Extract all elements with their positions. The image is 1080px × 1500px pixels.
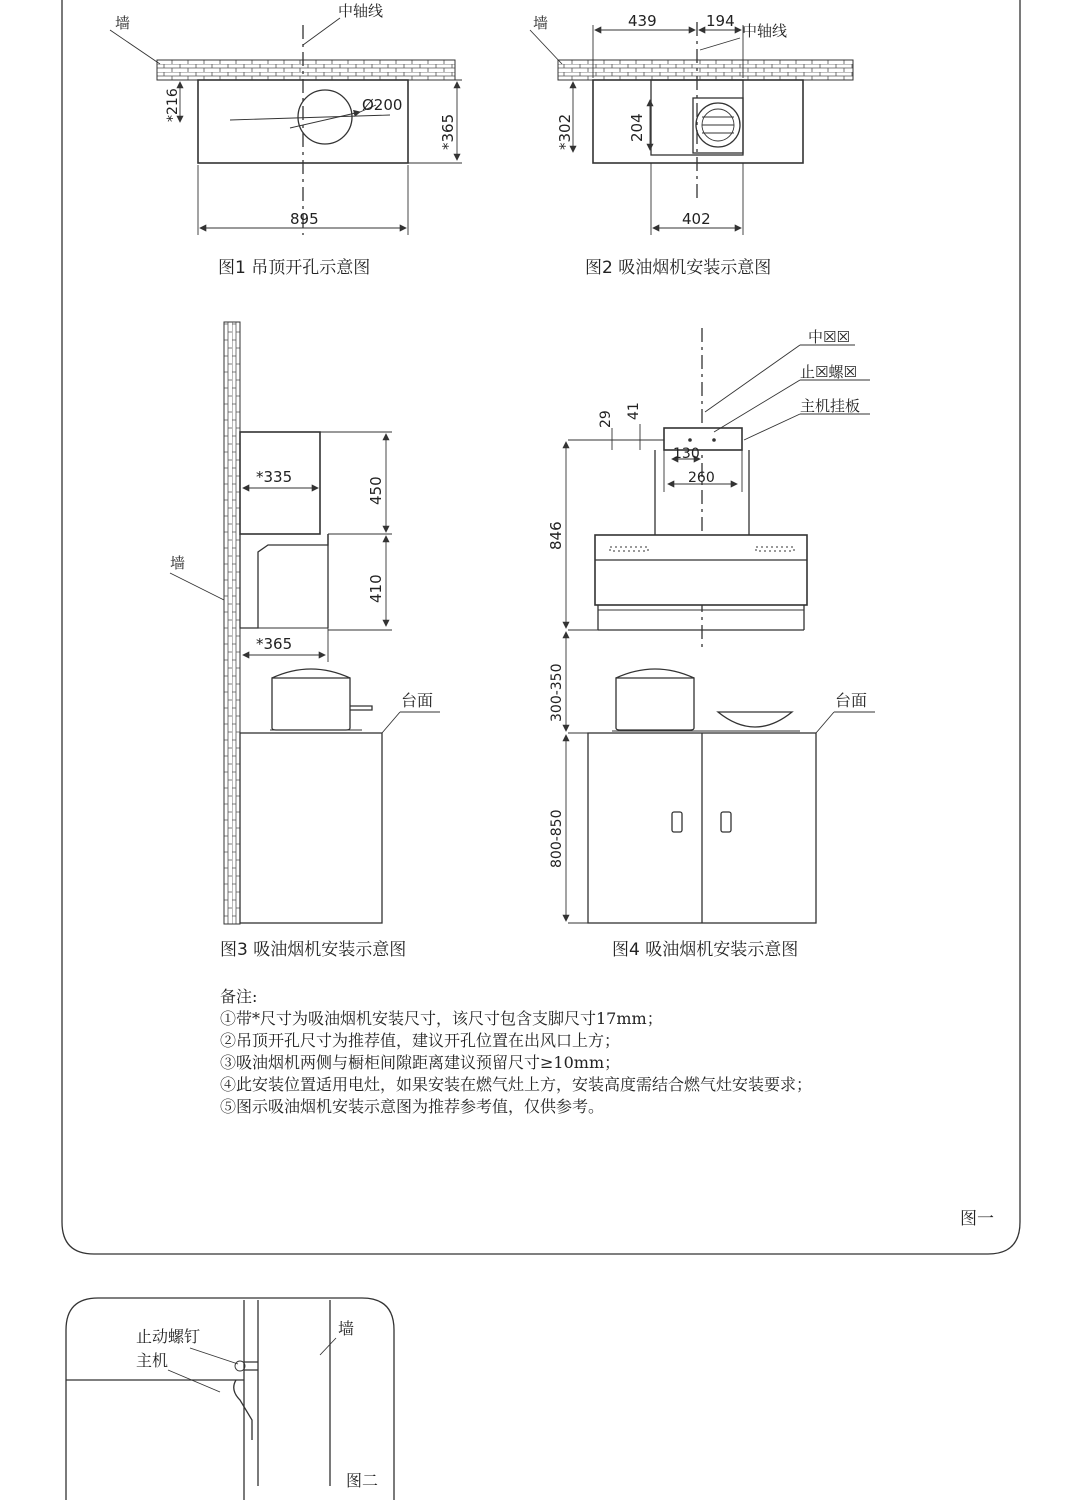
fig4-dim-counter: 800-850 bbox=[549, 809, 565, 868]
figure-two-screw-label: 止动螺钉 bbox=[136, 1327, 201, 1346]
fig2-caption: 图2 吸油烟机安装示意图 bbox=[585, 258, 772, 278]
figure-two-main-label: 主机 bbox=[136, 1351, 169, 1370]
fig4-dim-130: 130 bbox=[673, 446, 700, 462]
fig2-hood-top-view bbox=[530, 12, 853, 278]
fig3-dim-depth-bottom: *365 bbox=[256, 635, 293, 653]
fig4-dim-gap: 300-350 bbox=[549, 663, 565, 722]
figure-two-detail bbox=[66, 1298, 394, 1500]
fig1-ceiling-hole bbox=[110, 2, 462, 278]
figure-two-wall-label: 墙 bbox=[338, 1319, 355, 1338]
note-item: ③吸油烟机两侧与橱柜间隙距离建议预留尺寸≥10mm； bbox=[220, 1053, 621, 1072]
note-item: ①带*尺寸为吸油烟机安装尺寸，该尺寸包含支脚尺寸17mm； bbox=[220, 1009, 663, 1028]
fig1-dim-height: *365 bbox=[439, 113, 457, 150]
fig4-dim-41: 41 bbox=[626, 402, 642, 420]
fig4-dim-260: 260 bbox=[688, 470, 715, 486]
fig2-wall-label: 墙 bbox=[533, 14, 549, 32]
fig4-axis-label: 中☒☒ bbox=[808, 328, 850, 346]
notes-title: 备注: bbox=[220, 987, 258, 1006]
fig2-dim-right: 194 bbox=[706, 12, 735, 30]
fig3-dim-depth-top: *335 bbox=[256, 468, 293, 486]
fig4-counter-label: 台面 bbox=[835, 691, 868, 710]
fig2-dim-width: 402 bbox=[682, 210, 711, 228]
fig2-dim-left: 439 bbox=[628, 12, 657, 30]
fig4-caption: 图4 吸油烟机安装示意图 bbox=[612, 940, 799, 960]
note-item: ④此安装位置适用电灶，如果安装在燃气灶上方，安装高度需结合燃气灶安装要求； bbox=[220, 1075, 813, 1094]
fig1-dim-width: 895 bbox=[290, 210, 319, 228]
fig3-dim-upper: 450 bbox=[367, 476, 385, 505]
figure-one-label: 图一 bbox=[960, 1209, 994, 1229]
fig1-axis-label: 中轴线 bbox=[338, 2, 384, 20]
fig1-wall-label: 墙 bbox=[115, 14, 131, 32]
fig2-axis-label: 中轴线 bbox=[742, 22, 788, 40]
fig1-dim-top: *216 bbox=[165, 88, 181, 122]
fig2-dim-inner: 204 bbox=[628, 113, 646, 142]
note-item: ②吊顶开孔尺寸为推荐值，建议开孔位置在出风口上方； bbox=[220, 1031, 621, 1050]
fig3-counter-label: 台面 bbox=[401, 691, 434, 710]
fig3-side-view bbox=[170, 322, 440, 960]
note-item: ⑤图示吸油烟机安装示意图为推荐参考值，仅供参考。 bbox=[220, 1097, 605, 1116]
fig4-dim-846: 846 bbox=[547, 521, 565, 550]
fig4-screw-label: 止☒螺☒ bbox=[800, 363, 857, 381]
fig3-dim-lower: 410 bbox=[367, 574, 385, 603]
fig4-dim-29: 29 bbox=[598, 410, 614, 428]
installation-notes bbox=[220, 986, 812, 1118]
fig4-plate-label: 主机挂板 bbox=[800, 397, 861, 415]
fig2-dim-height: *302 bbox=[556, 113, 574, 150]
figure-two-label: 图二 bbox=[346, 1471, 379, 1490]
fig4-front-view bbox=[547, 328, 875, 960]
fig3-caption: 图3 吸油烟机安装示意图 bbox=[220, 940, 407, 960]
fig3-wall-label: 墙 bbox=[170, 554, 186, 572]
fig1-caption: 图1 吊顶开孔示意图 bbox=[218, 258, 371, 278]
fig1-dim-hole: Ø200 bbox=[362, 96, 403, 114]
